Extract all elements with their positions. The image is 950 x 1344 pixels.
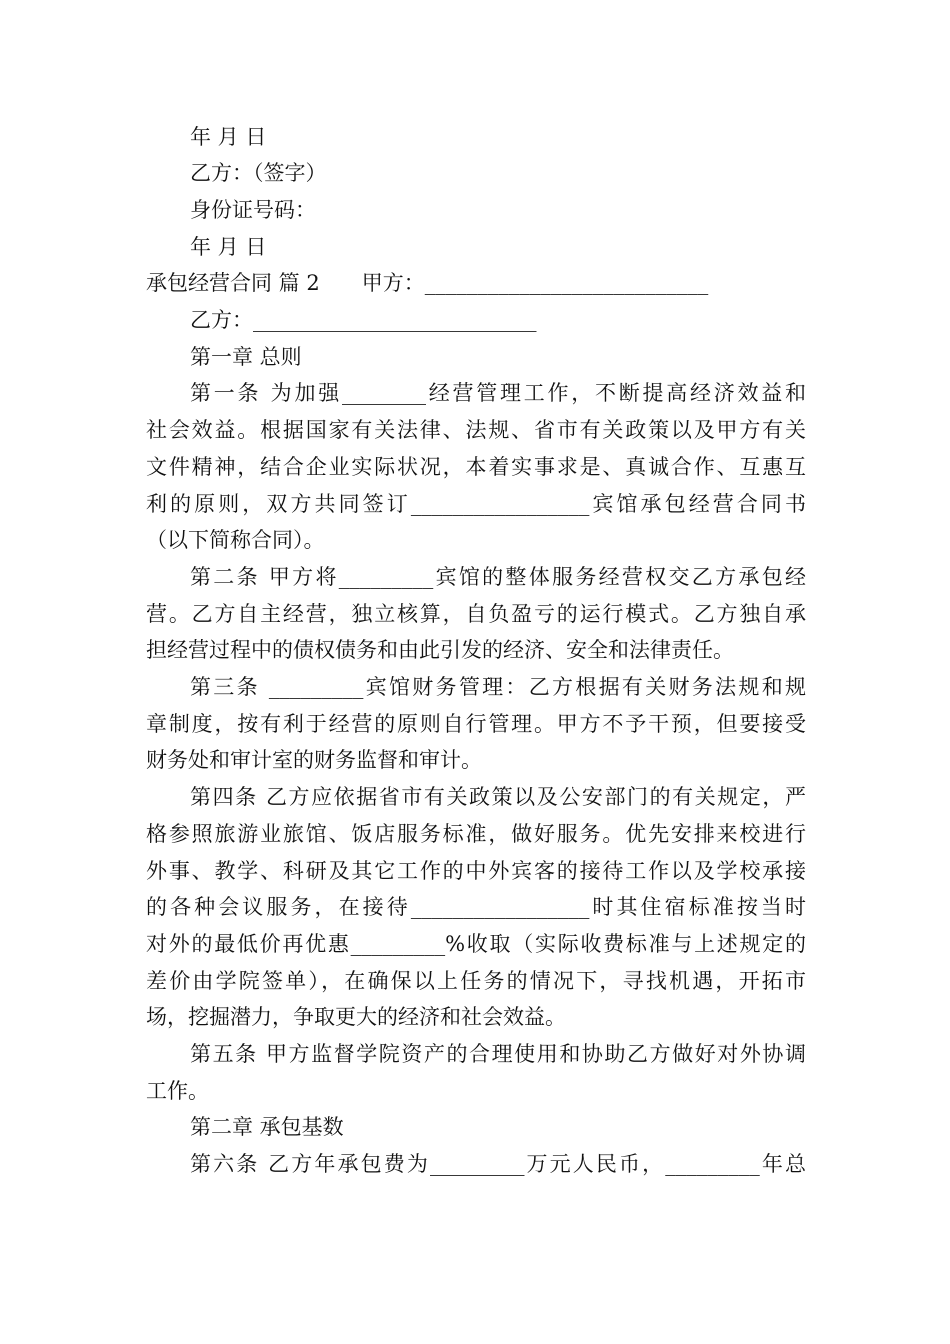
paragraph-line: 第二条 甲方将_________宾馆的整体服务经营权交乙方承包经: [190, 565, 806, 589]
paragraph-line: 第五条 甲方监督学院资产的合理使用和协助乙方做好对外协调: [190, 1042, 806, 1066]
paragraph-line: 对外的最低价再优惠_________%收取（实际收费标准与上述规定的: [146, 932, 806, 956]
contract-heading: 承包经营合同 篇 2 甲方：___________________________: [146, 271, 709, 295]
paragraph-line: 差价由学院签单），在确保以上任务的情况下，寻找机遇，开拓市: [146, 969, 806, 993]
paragraph-line: 外事、教学、科研及其它工作的中外宾客的接待工作以及学校承接: [146, 859, 806, 883]
paragraph-line: 场，挖掘潜力，争取更大的经济和社会效益。: [146, 1005, 566, 1029]
id-number-label: 身份证号码：: [190, 198, 316, 222]
paragraph-line: 章制度，按有利于经营的原则自行管理。甲方不予干预，但要接受: [146, 712, 806, 736]
paragraph-line: 工作。: [146, 1079, 209, 1103]
chapter-heading: 第二章 承包基数: [190, 1115, 344, 1139]
date-line: 年 月 日: [190, 235, 267, 259]
paragraph-line: 利的原则，双方共同签订_________________宾馆承包经营合同书: [146, 492, 806, 516]
paragraph-line: 第六条 乙方年承包费为_________万元人民币，_________年总: [190, 1152, 806, 1176]
paragraph-line: 第四条 乙方应依据省市有关政策以及公安部门的有关规定，严: [190, 785, 806, 809]
party-b-line: 乙方：___________________________: [190, 308, 537, 332]
paragraph-line: 营。乙方自主经营，独立核算，自负盈亏的运行模式。乙方独自承: [146, 602, 806, 626]
paragraph-line: 社会效益。根据国家有关法律、法规、省市有关政策以及甲方有关: [146, 418, 806, 442]
paragraph-line: 格参照旅游业旅馆、饭店服务标准，做好服务。优先安排来校进行: [146, 822, 806, 846]
paragraph-line: 担经营过程中的债权债务和由此引发的经济、安全和法律责任。: [146, 638, 734, 662]
paragraph-line: 的各种会议服务，在接待_________________时其住宿标准按当时: [146, 895, 806, 919]
paragraph-line: 财务处和审计室的财务监督和审计。: [146, 748, 482, 772]
paragraph-line: （以下简称合同）。: [146, 528, 325, 552]
chapter-heading: 第一章 总则: [190, 345, 302, 369]
paragraph-line: 文件精神，结合企业实际状况，本着实事求是、真诚合作、互惠互: [146, 455, 806, 479]
paragraph-line: 第一条 为加强________经营管理工作，不断提高经济效益和: [190, 381, 806, 405]
party-b-signature: 乙方：（签字）: [190, 161, 327, 185]
date-line: 年 月 日: [190, 125, 267, 149]
paragraph-line: 第三条 _________宾馆财务管理：乙方根据有关财务法规和规: [190, 675, 806, 699]
